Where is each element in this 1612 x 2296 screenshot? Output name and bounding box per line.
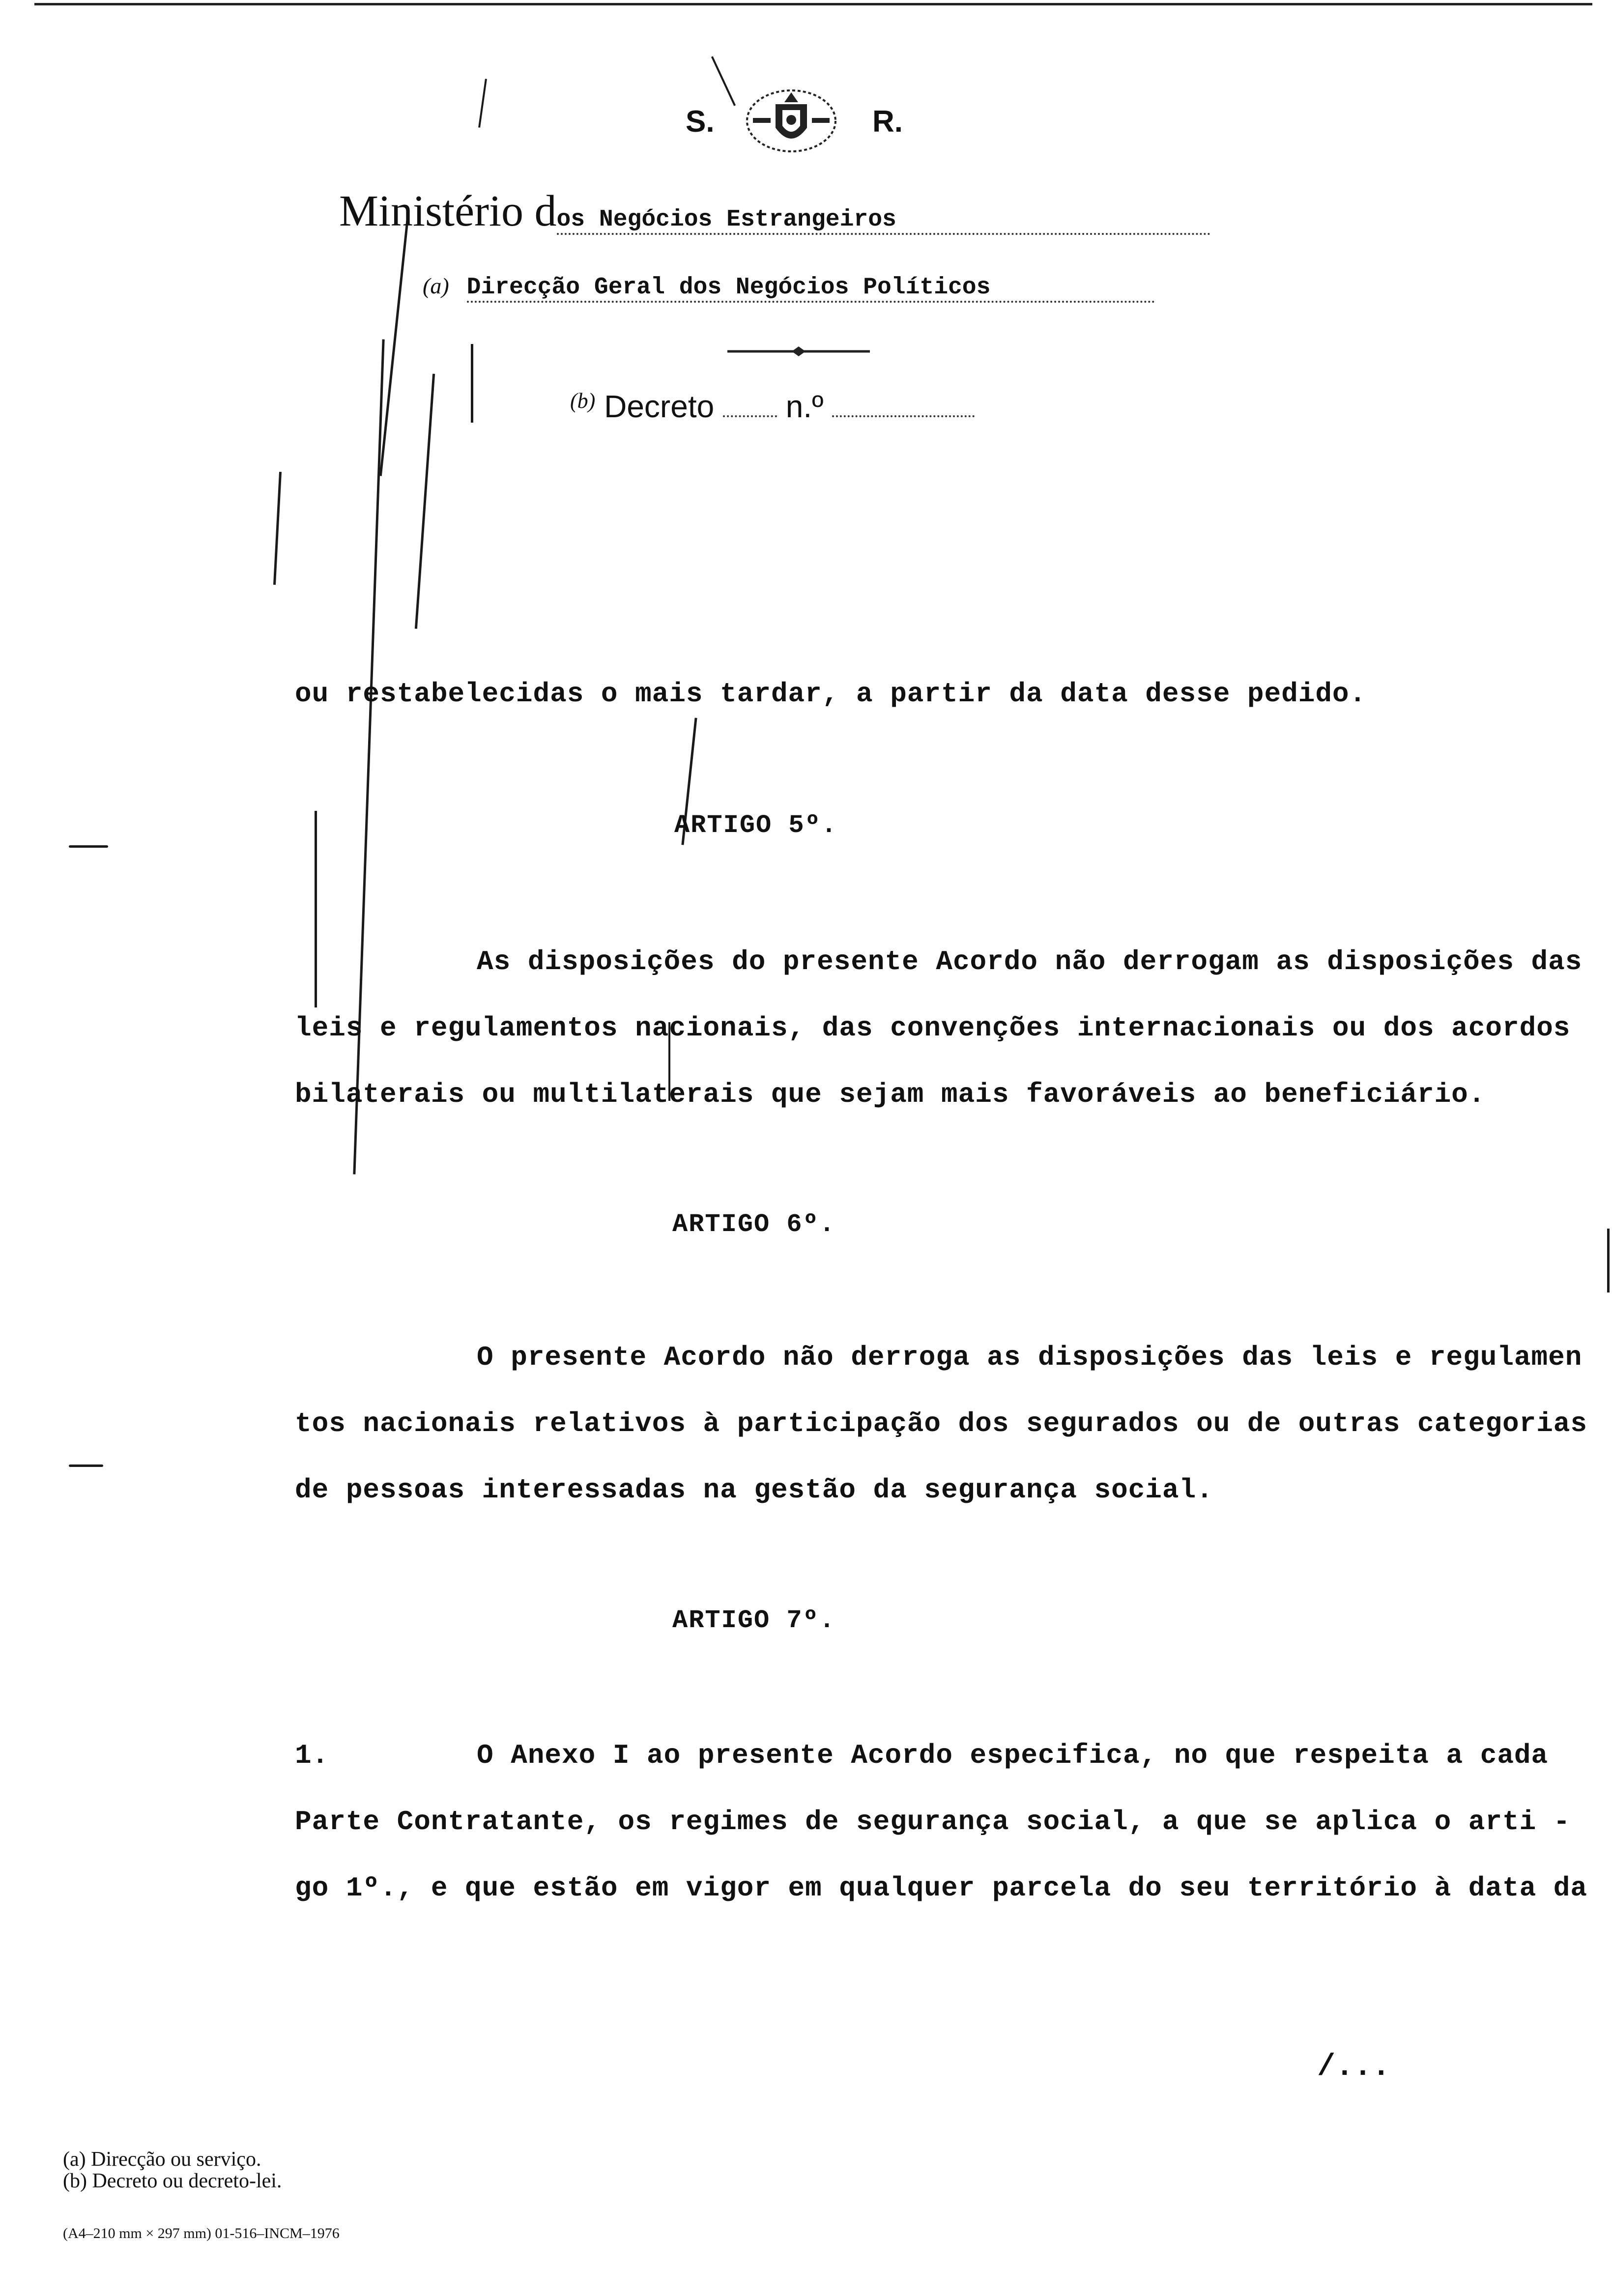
article-6-line: de pessoas interessadas na gestão da segurança social.	[295, 1474, 1213, 1506]
article-5-line: bilaterais ou multilaterais que sejam mais favoráveis ao beneficiário.	[295, 1079, 1486, 1110]
article-6-line: tos nacionais relativos à participação dos segurados ou de outras categorias	[295, 1408, 1588, 1439]
article-5-line: leis e regulamentos nacionais, das convenções internacionais ou dos acordos	[295, 1012, 1571, 1044]
article-7-line: go 1º., e que estão em vigor em qualquer parcela do seu território à data da	[295, 1872, 1588, 1904]
decree-label: Decreto	[604, 389, 715, 424]
decree-line	[570, 388, 975, 425]
ministry-printed-label: Ministério d	[339, 187, 557, 235]
ministry-name: os Negócios Estrangeiros	[557, 206, 1210, 235]
ministry-line	[339, 186, 1210, 236]
continuation-line: ou restabelecidas o mais tardar, a partir da data desse pedido.	[295, 678, 1367, 710]
footnotes	[63, 2149, 282, 2192]
service-name: Direcção Geral dos Negócios Políticos	[467, 274, 1155, 303]
decree-number-label: n.º	[785, 389, 824, 424]
article-6-line: O presente Acordo não derroga as disposições das leis e regulamen	[477, 1342, 1583, 1373]
print-code: (A4–210 mm × 297 mm) 01-516–INCM–1976	[63, 2225, 340, 2241]
article-5-line: As disposições do presente Acordo não derrogam as disposições das	[477, 946, 1583, 977]
article-7-heading: ARTIGO 7º.	[672, 1606, 836, 1635]
coat-of-arms-icon	[743, 83, 839, 159]
article-7-line: O Anexo I ao presente Acordo especifica, no que respeita a cada	[477, 1740, 1549, 1771]
ornamental-divider	[727, 344, 870, 359]
top-edge-rule	[34, 3, 1592, 5]
decree-footnote-marker: (b)	[570, 389, 596, 413]
footnote-a: (a) Direcção ou serviço.	[63, 2148, 261, 2171]
letterhead-left-letter: S.	[686, 105, 715, 139]
article-7-item-number: 1.	[295, 1740, 329, 1771]
letterhead-right-letter: R.	[872, 105, 903, 139]
article-6-heading: ARTIGO 6º.	[672, 1210, 836, 1239]
article-5-heading: ARTIGO 5º.	[674, 811, 838, 840]
footnote-b: (b) Decreto ou decreto-lei.	[63, 2170, 282, 2192]
service-line	[423, 273, 1155, 303]
decree-number-blank	[832, 415, 975, 417]
service-footnote-marker: (a)	[423, 273, 449, 298]
continuation-mark: /...	[1317, 2049, 1390, 2084]
article-7-line: Parte Contratante, os regimes de segurança social, a que se aplica o arti -	[295, 1806, 1571, 1837]
decree-type-blank	[723, 415, 777, 417]
